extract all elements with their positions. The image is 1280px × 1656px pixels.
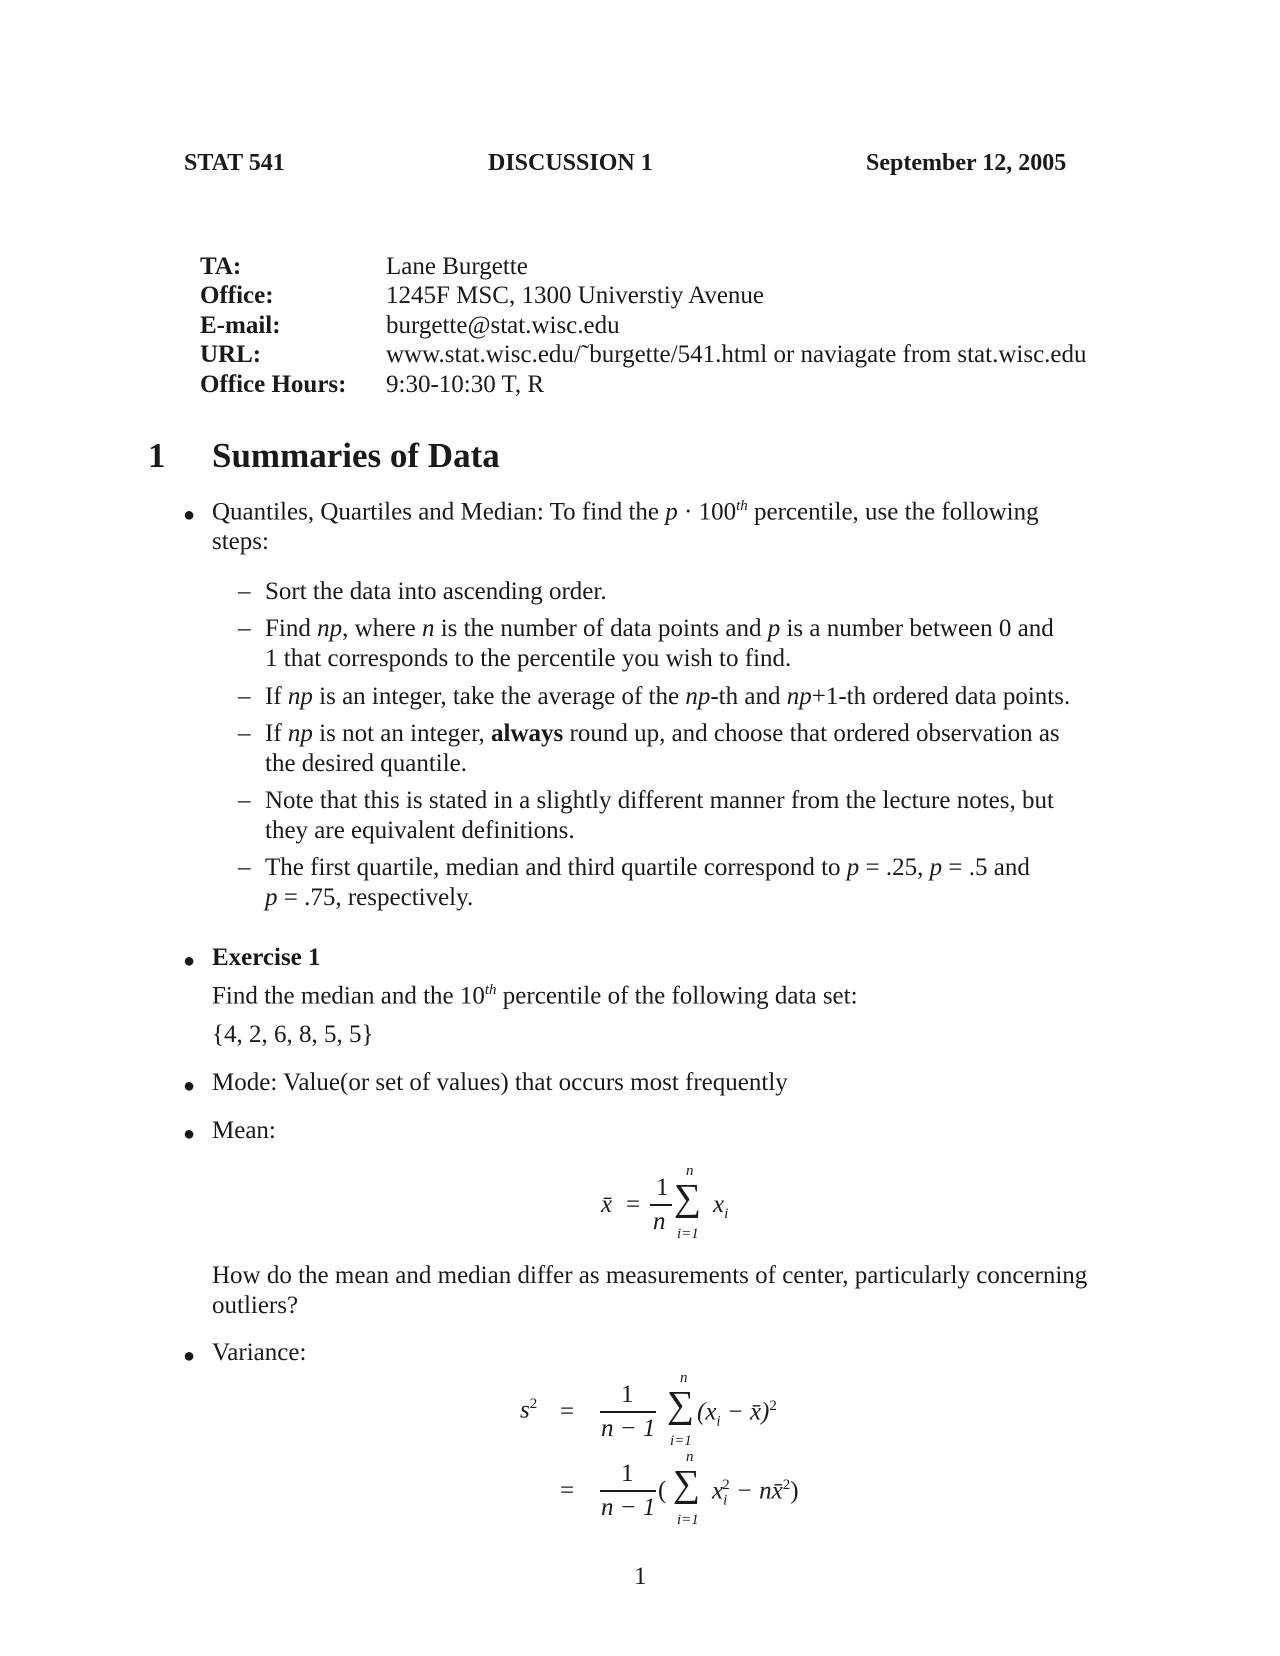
- sum-lower-limit: i=1: [677, 1512, 699, 1528]
- variance-label: Variance:: [212, 1339, 307, 1366]
- quantiles-intro-line2: steps:: [212, 528, 269, 555]
- step-note: Note that this is stated in a slightly different manner from the lecture notes, but: [265, 787, 1054, 814]
- section-number: 1: [148, 436, 166, 475]
- sum-upper-limit: n: [686, 1163, 694, 1179]
- quantiles-intro: Quantiles, Quartiles and Median: To find the p · 100th percentile, use the following: [212, 498, 1039, 526]
- info-value-office-hours: 9:30-10:30 T, R: [386, 371, 545, 398]
- formula-denominator: n − 1: [601, 1415, 656, 1442]
- info-value-email: burgette@stat.wisc.edu: [386, 312, 620, 339]
- formula-open-paren: (: [658, 1477, 667, 1504]
- bullet-icon: ●: [183, 1075, 196, 1097]
- bullet-icon: ●: [183, 950, 196, 972]
- exercise-data-set: {4, 2, 6, 8, 5, 5}: [212, 1021, 374, 1048]
- formula-equals: =: [626, 1191, 641, 1218]
- step-note-line2: they are equivalent definitions.: [265, 817, 575, 844]
- info-value-office: 1245F MSC, 1300 Universtiy Avenue: [386, 282, 765, 309]
- sum-upper-limit: n: [686, 1449, 694, 1465]
- formula-denominator: n: [653, 1208, 666, 1235]
- step-integer: If np is an integer, take the average of the np-th and np+1-th ordered data points.: [265, 683, 1071, 710]
- document-date: September 12, 2005: [866, 150, 1067, 176]
- info-label-office: Office:: [200, 282, 274, 309]
- fraction-bar: [600, 1490, 656, 1492]
- info-value-ta: Lane Burgette: [386, 253, 528, 280]
- dash-icon: –: [238, 615, 251, 642]
- page-number: 1: [634, 1563, 647, 1590]
- mean-question-line2: outliers?: [212, 1292, 299, 1319]
- mean-question: How do the mean and median differ as measurements of center, particularly concerning: [212, 1262, 1088, 1289]
- info-label-url: URL:: [200, 341, 262, 368]
- info-value-url: www.stat.wisc.edu/˜burgette/541.html or naviagate from stat.wisc.edu: [386, 341, 1087, 368]
- step-find-np: Find np, where n is the number of data points and p is a number between 0 and: [265, 615, 1054, 642]
- info-label-email: E-mail:: [200, 312, 281, 339]
- exercise-title: Exercise 1: [212, 944, 321, 971]
- formula-numerator: 1: [656, 1174, 669, 1201]
- summation-icon: ∑: [667, 1384, 695, 1426]
- step-find-np-line2: 1 that corresponds to the percentile you wish to find.: [265, 645, 792, 672]
- formula-deviation-squared: ($x_i$ − x̄)$^2$: [697, 1398, 777, 1430]
- formula-xbar: x̄: [601, 1191, 613, 1218]
- formula-shortcut-terms: $x_i^2$ − nx̄$^2$): [712, 1477, 799, 1509]
- formula-equals: =: [560, 1398, 575, 1425]
- step-quartiles-line2: p = .75, respectively.: [265, 884, 474, 911]
- summation-icon: ∑: [673, 1463, 701, 1505]
- formula-denominator: n − 1: [601, 1494, 656, 1521]
- info-label-ta: TA:: [200, 253, 242, 280]
- bullet-icon: ●: [183, 1123, 196, 1145]
- mode-definition: Mode: Value(or set of values) that occurs most frequently: [212, 1069, 788, 1096]
- document-title: DISCUSSION 1: [488, 150, 653, 176]
- section-title: Summaries of Data: [212, 436, 500, 475]
- course-code: STAT 541: [184, 150, 285, 176]
- sum-lower-limit: i=1: [670, 1433, 692, 1449]
- formula-numerator: 1: [621, 1381, 634, 1408]
- fraction-bar: [650, 1204, 672, 1206]
- formula-xi: $x_i$: [713, 1191, 729, 1222]
- step-not-integer: If np is not an integer, always round up, and choose that ordered observation as: [265, 720, 1060, 747]
- bullet-icon: ●: [183, 1345, 196, 1367]
- dash-icon: –: [238, 720, 251, 747]
- dash-icon: –: [238, 787, 251, 814]
- dash-icon: –: [238, 578, 251, 605]
- fraction-bar: [600, 1411, 656, 1413]
- dash-icon: –: [238, 683, 251, 710]
- step-not-integer-line2: the desired quantile.: [265, 750, 468, 777]
- summation-icon: ∑: [674, 1177, 702, 1219]
- formula-s-squared: $s^2$: [520, 1396, 538, 1424]
- formula-equals: =: [560, 1477, 575, 1504]
- sum-lower-limit: i=1: [677, 1226, 699, 1242]
- sum-upper-limit: n: [680, 1370, 688, 1386]
- info-label-office-hours: Office Hours:: [200, 371, 347, 398]
- step-sort: Sort the data into ascending order.: [265, 578, 607, 605]
- bullet-icon: ●: [183, 504, 196, 526]
- exercise-text: Find the median and the 10th percentile of the following data set:: [212, 982, 858, 1010]
- formula-numerator: 1: [621, 1460, 634, 1487]
- mean-label: Mean:: [212, 1117, 276, 1144]
- step-quartiles: The first quartile, median and third quartile correspond to p = .25, p = .5 and: [265, 854, 1030, 881]
- dash-icon: –: [238, 854, 251, 881]
